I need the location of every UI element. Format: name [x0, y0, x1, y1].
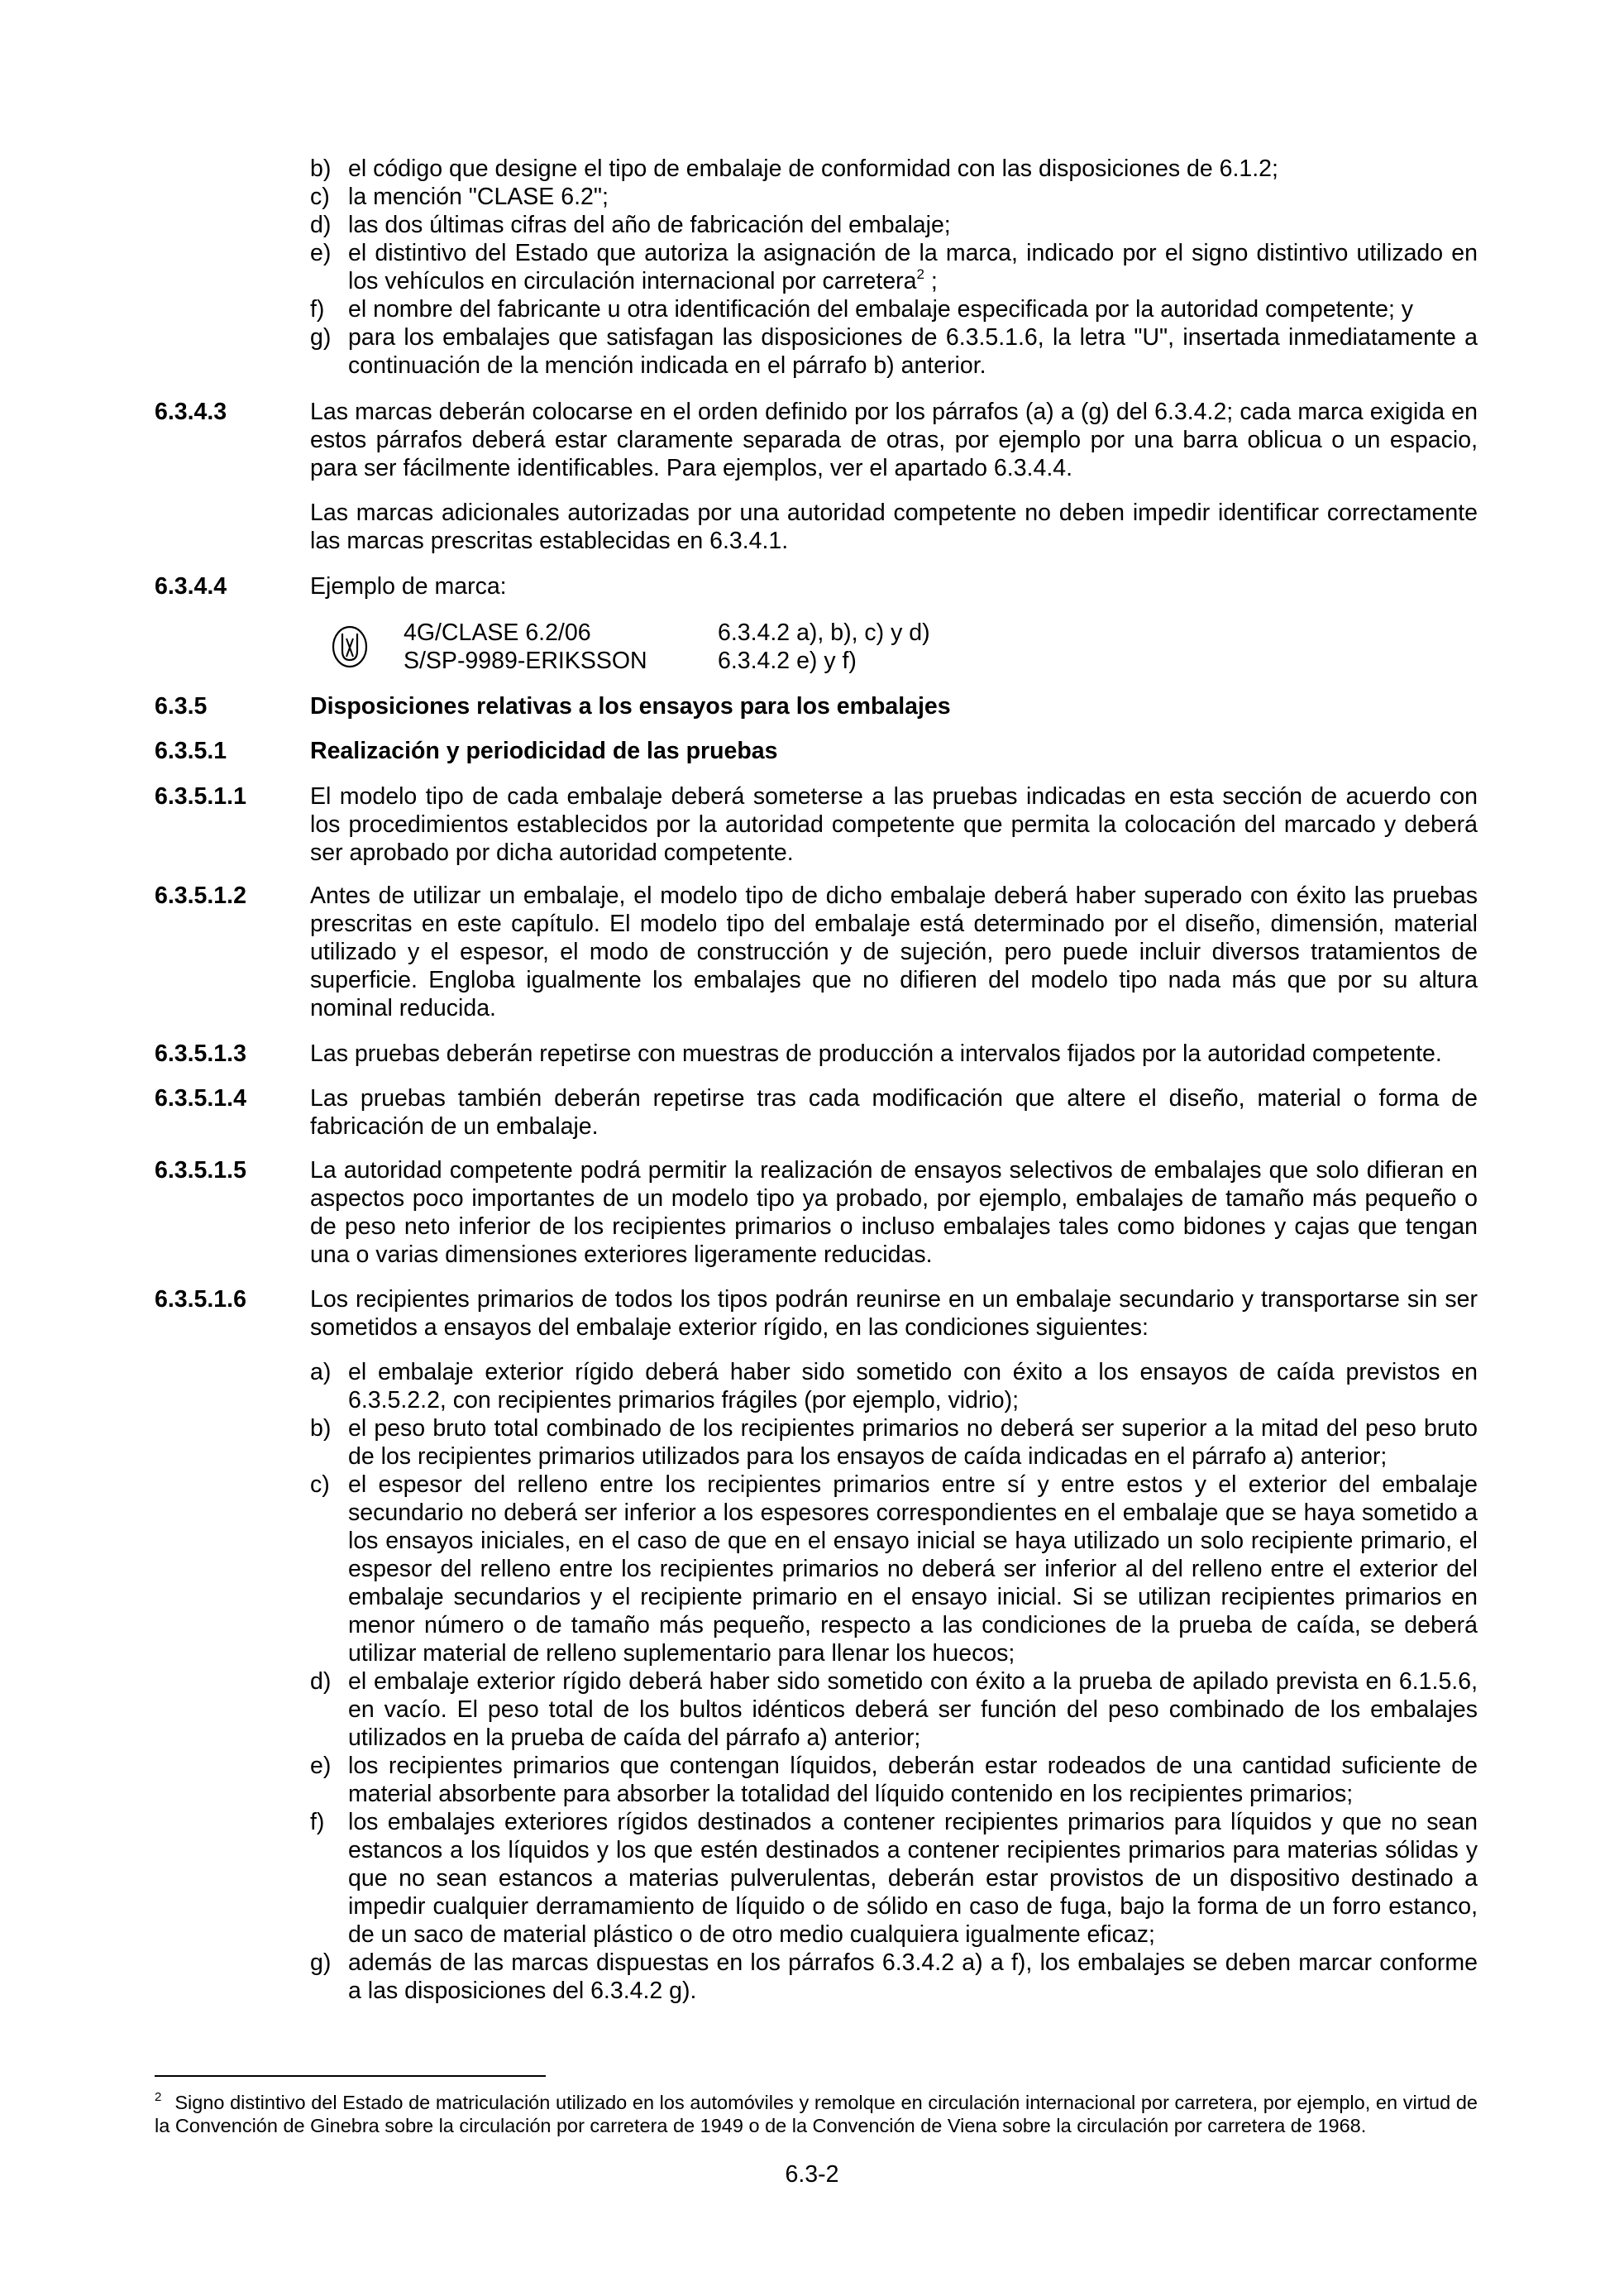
- list-item-text-with-footnote: [348, 239, 1478, 295]
- list-item: [310, 183, 1478, 211]
- section-6351: [155, 737, 1478, 765]
- list-item-text: el nombre del fabricante u otra identificación del embalaje especificada por la autoridad competente; y: [348, 296, 1414, 323]
- section-63516: [155, 1285, 1478, 1342]
- list-item-text: el distintivo del Estado que autoriza la asignación de la marca, indicado por el signo distintivo utilizado en los vehículos en circulación internacional por carretera: [348, 240, 1478, 294]
- section-number: 6.3.5.1.3: [155, 1040, 246, 1067]
- list-item-label: e): [310, 240, 332, 266]
- section-63515: [155, 1156, 1478, 1269]
- footnote-ref[interactable]: 2: [916, 266, 924, 282]
- marking-example: [331, 619, 1048, 675]
- list-item: [310, 1808, 1478, 1949]
- section-number: 6.3.5: [155, 693, 208, 720]
- section-number: 6.3.4.4: [155, 573, 227, 600]
- list-item-label: e): [310, 1753, 332, 1779]
- reference-line-1: 6.3.4.2 a), b), c) y d): [718, 619, 930, 646]
- footnote-number: 2: [155, 2090, 162, 2104]
- list-item-text: las dos últimas cifras del año de fabricación del embalaje;: [348, 212, 951, 238]
- section-number: 6.3.5.1: [155, 738, 227, 764]
- list-item: [310, 1949, 1478, 2005]
- list-item-label: d): [310, 1668, 332, 1695]
- section-63514: [155, 1084, 1478, 1141]
- list-item-label: c): [310, 1471, 330, 1498]
- list-item-text: para los embalajes que satisfagan las disposiciones de 6.3.5.1.6, la letra "U", insertada inmediatamente a continuación de la mención indicada en el párrafo b) anterior.: [348, 324, 1478, 379]
- list-item-text: la mención "CLASE 6.2";: [348, 184, 609, 210]
- list-item-text-end: ;: [924, 268, 938, 294]
- list-item: [310, 155, 1478, 183]
- list-item-label: g): [310, 324, 332, 351]
- conditions-list: [310, 1358, 1478, 2005]
- un-packaging-symbol-icon: [331, 624, 369, 670]
- list-item-label: g): [310, 1949, 332, 1976]
- section-number: 6.3.4.3: [155, 399, 227, 425]
- section-63513: [155, 1040, 1478, 1068]
- list-item-label: d): [310, 212, 332, 238]
- reference-line-2: 6.3.4.2 e) y f): [718, 648, 857, 674]
- section-63512: [155, 882, 1478, 1022]
- marking-code: [404, 619, 718, 675]
- list-item: [310, 1752, 1478, 1808]
- list-item: [310, 1414, 1478, 1471]
- section-text: Antes de utilizar un embalaje, el modelo tipo de dicho embalaje deberá haber superado con éxito las pruebas prescritas en este capítulo. El modelo tipo del embalaje está determinado por el diseño, dimensión, material utilizado y el espesor, el modo de construcción y de sujeción, pero puede incluir diversos tratamientos de superficie. Engloba igualmente los embalajes que no difieren del modelo tipo nada más que por su altura nominal reducida.: [310, 883, 1478, 1021]
- section-text: Las marcas deberán colocarse en el orden definido por los párrafos (a) a (g) del 6.3.4.2; cada marca exigida en estos párrafos deberá estar claramente separada de otras, por ejemplo por una barra oblicua o un espacio, para ser fácilmente identificables. Para ejemplos, ver el apartado 6.3.4.4.: [310, 399, 1478, 481]
- list-item-text: el espesor del relleno entre los recipientes primarios entre sí y entre estos y el exterior del embalaje secundario no deberá ser inferior a los espesores correspondientes en el embalaje que se haya sometido a los ensayos iniciales, en el caso de que en el ensayo inicial se haya utilizado un solo recipiente primario, el espesor del relleno entre los recipientes primarios no deberá ser inferior al del relleno entre el exterior del embalaje secundarios y el recipiente primario en el ensayo inicial. Si se utilizan recipientes primarios en menor número o de tamaño más pequeño, respecto a las condiciones de la prueba de caída, se deberá utilizar material de relleno suplementario para llenar los huecos;: [348, 1471, 1478, 1667]
- list-item-text: además de las marcas dispuestas en los párrafos 6.3.4.2 a) a f), los embalajes se deben marcar conforme a las disposiciones del 6.3.4.2 g).: [348, 1949, 1478, 2004]
- list-item: [310, 1667, 1478, 1752]
- list-item-label: a): [310, 1359, 332, 1385]
- section-635: [155, 692, 1478, 720]
- marking-references: [718, 619, 1048, 675]
- list-item-text: el código que designe el tipo de embalaje de conformidad con las disposiciones de 6.1.2;: [348, 155, 1278, 182]
- list-item-text: el embalaje exterior rígido deberá haber sido sometido con éxito a los ensayos de caída previstos en 6.3.5.2.2, con recipientes primarios frágiles (por ejemplo, vidrio);: [348, 1359, 1478, 1413]
- list-item-label: b): [310, 155, 332, 182]
- footnote: [155, 2091, 1478, 2137]
- list-item-text: el embalaje exterior rígido deberá haber sido sometido con éxito a la prueba de apilado prevista en 6.1.5.6, en vacío. El peso total de los bultos idénticos deberá ser función del peso combinado de los embalajes utilizados en la prueba de caída del párrafo a) anterior;: [348, 1668, 1478, 1751]
- section-6344: [155, 572, 1478, 600]
- list-item: [310, 1358, 1478, 1414]
- list-item-text: los embalajes exteriores rígidos destinados a contener recipientes primarios para líquidos y que no sean estancos a los líquidos y los que estén destinados a contener recipientes primarios para materias sólidas y que no sean estancos a materias pulverulentas, deberán estar provistos de un dispositivo destinado a impedir cualquier derramamiento de líquido o de sólido en caso de fuga, bajo la forma de un forro estanco, de un saco de material plástico o de otro medio cualquiera igualmente eficaz;: [348, 1809, 1478, 1948]
- list-item: [310, 295, 1478, 323]
- section-heading: Disposiciones relativas a los ensayos para los embalajes: [310, 693, 951, 720]
- section-text: Ejemplo de marca:: [310, 573, 507, 600]
- marking-line-2: S/SP-9989-ERIKSSON: [404, 648, 647, 674]
- section-text: Los recipientes primarios de todos los tipos podrán reunirse en un embalaje secundario y transportarse sin ser sometidos a ensayos del embalaje exterior rígido, en las condiciones siguientes:: [310, 1286, 1478, 1341]
- page-number: 6.3-2: [785, 2161, 839, 2188]
- section-6343-paragraph-2: Las marcas adicionales autorizadas por una autoridad competente no deben impedir identificar correctamente las marcas prescritas establecidas en 6.3.4.1.: [310, 500, 1478, 554]
- section-text: La autoridad competente podrá permitir la realización de ensayos selectivos de embalajes que solo difieran en aspectos poco importantes de un modelo tipo ya probado, por ejemplo, embalajes de tamaño más pequeño o de peso neto inferior de los recipientes primarios o incluso embalajes tales como bidones y cajas que tengan una o varias dimensiones exteriores ligeramente reducidas.: [310, 1157, 1478, 1268]
- marking-line-1: 4G/CLASE 6.2/06: [404, 619, 591, 646]
- section-6343: [155, 398, 1478, 482]
- section-number: 6.3.5.1.1: [155, 783, 246, 810]
- list-item: [310, 1471, 1478, 1667]
- list-item-text: el peso bruto total combinado de los recipientes primarios no deberá ser superior a la mitad del peso bruto de los recipientes primarios utilizados para los ensayos de caída indicadas en el párrafo a) anterior;: [348, 1415, 1478, 1470]
- list-item-label: f): [310, 1809, 325, 1835]
- section-text: Las pruebas deberán repetirse con muestras de producción a intervalos fijados por la autoridad competente.: [310, 1040, 1442, 1067]
- section-number: 6.3.5.1.5: [155, 1157, 246, 1184]
- section-text: El modelo tipo de cada embalaje deberá someterse a las pruebas indicadas en esta sección de acuerdo con los procedimientos establecidos por la autoridad competente que permita la colocación del marcado y deberá ser aprobado por dicha autoridad competente.: [310, 783, 1478, 866]
- section-number: 6.3.5.1.4: [155, 1085, 246, 1112]
- section-text: Las pruebas también deberán repetirse tras cada modificación que altere el diseño, material o forma de fabricación de un embalaje.: [310, 1085, 1478, 1140]
- marking-items-list: [310, 155, 1478, 380]
- list-item-label: b): [310, 1415, 332, 1442]
- list-item-label: c): [310, 184, 330, 210]
- list-item: [310, 211, 1478, 239]
- list-item-text: los recipientes primarios que contengan líquidos, deberán estar rodeados de una cantidad suficiente de material absorbente para absorber la totalidad del líquido contenido en los recipientes primarios;: [348, 1753, 1478, 1807]
- list-item: [310, 323, 1478, 380]
- list-item-label: f): [310, 296, 325, 323]
- section-63511: [155, 782, 1478, 867]
- section-number: 6.3.5.1.6: [155, 1286, 246, 1313]
- footnote-separator: [155, 2075, 546, 2077]
- section-number: 6.3.5.1.2: [155, 883, 246, 909]
- section-heading: Realización y periodicidad de las pruebas: [310, 738, 778, 764]
- list-item: [310, 239, 1478, 295]
- footnote-text: Signo distintivo del Estado de matriculación utilizado en los automóviles y remolque en circulación internacional por carretera, por ejemplo, en virtud de la Convención de Ginebra sobre la circulación por carretera de 1949 o de la Convención de Viena sobre la circulación por carretera de 1968.: [155, 2092, 1478, 2136]
